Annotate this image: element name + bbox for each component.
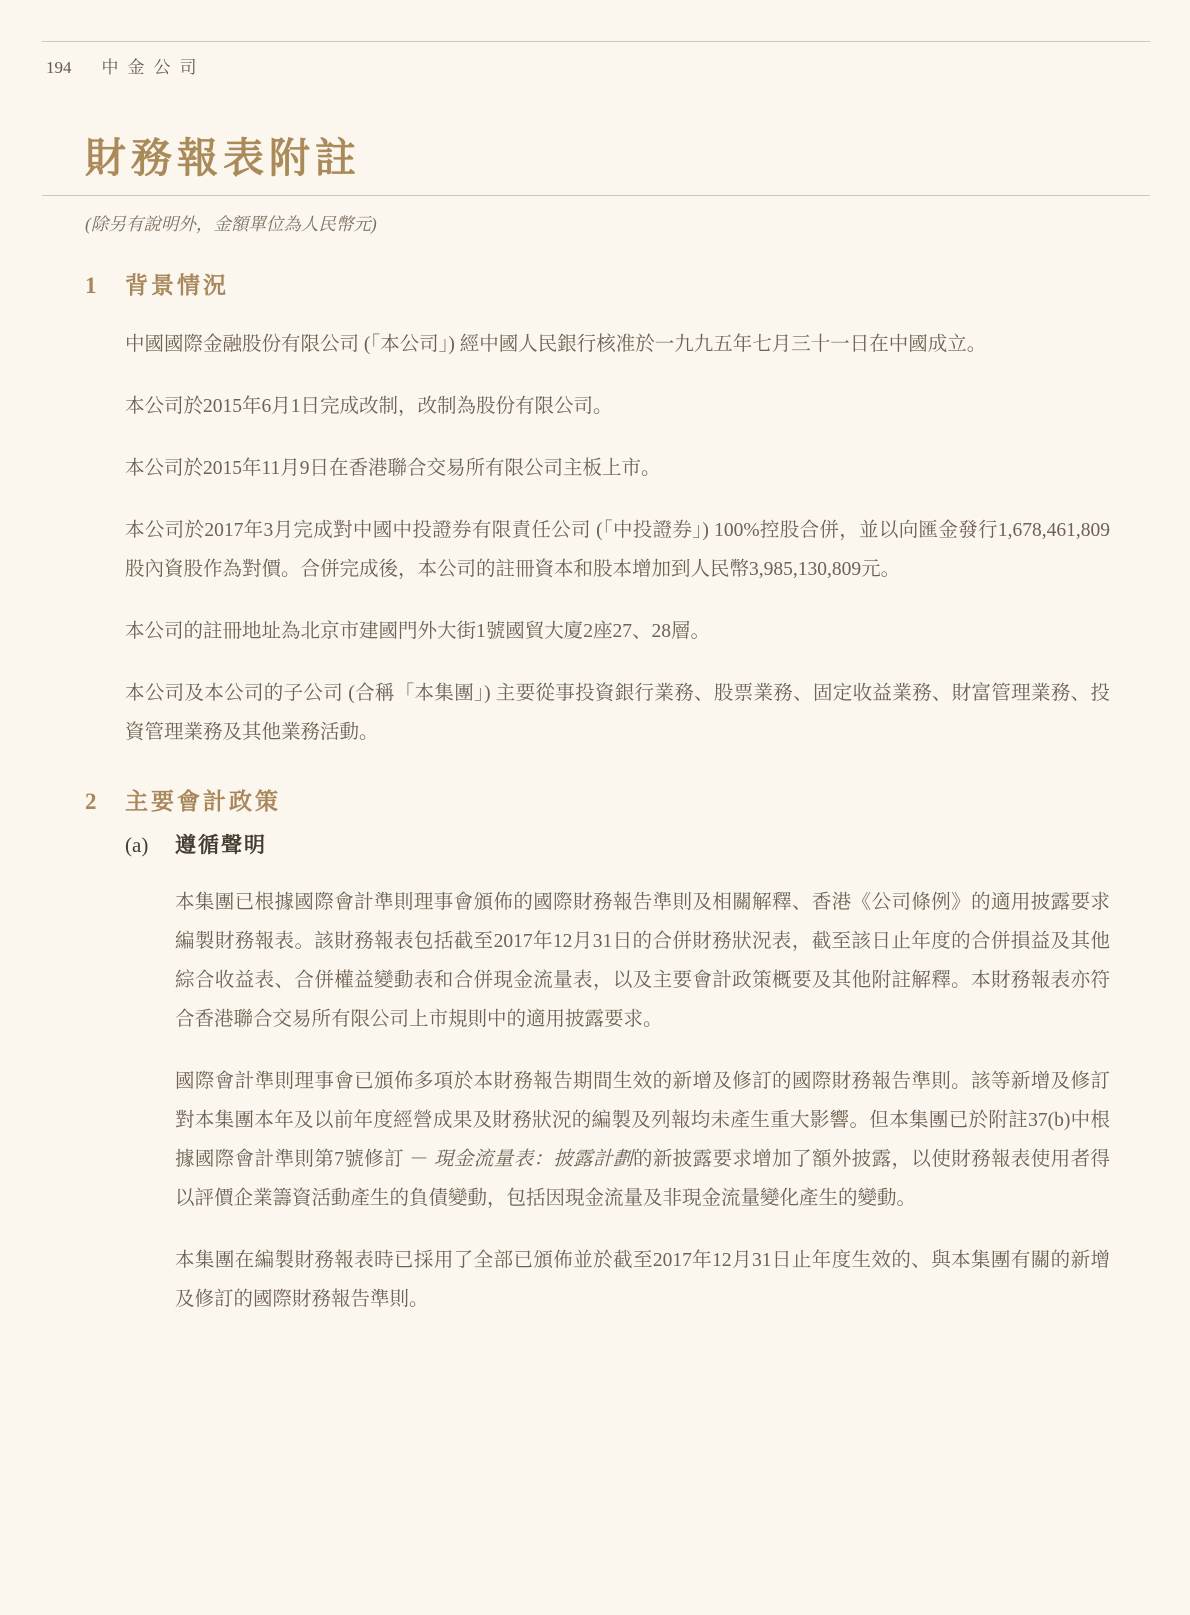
paragraph-segment: 國際會計準則理事會已頒佈多項於本財務報告期間生效的新增及修訂的國際財務報告準則。該等新增及修訂對本集團本年及以前年度經營成果及財務狀況的編製及列報均未產生重大影響。但本集團已於附註37(b)中根據國際會計準則第7號修訂 － [175,1071,1110,1170]
paragraph: 本公司及本公司的子公司 (合稱「本集團」) 主要從事投資銀行業務、股票業務、固定收益業務、財富管理業務、投資管理業務及其他業務活動。 [125,683,1110,743]
paragraph-segment: 的新披露要求增加了額外披露，以使財務報表使用者得以評價企業籌資活動產生的負債變動，包括因現金流量及非現金流量變化產生的變動。 [175,1149,1110,1209]
subsection-a-body [175,883,1110,1319]
running-header-content [46,53,1146,78]
subsection-a-title: 遵循聲明 [175,833,267,857]
paragraph: 本集團已根據國際會計準則理事會頒佈的國際財務報告準則及相關解釋、香港《公司條例》的適用披露要求編製財務報表。該財務報表包括截至2017年12月31日的合併財務狀況表，截至該日止年度的合併損益及其他綜合收益表、合併權益變動表和合併現金流量表，以及主要會計政策概要及其他附註解釋。本財務報表亦符合香港聯合交易所有限公司上市規則中的適用披露要求。 [175,892,1110,1030]
section-1-heading [85,270,1190,302]
company-name: 中金公司 [101,58,206,77]
paragraph: 本公司於2015年6月1日完成改制，改制為股份有限公司。 [125,396,613,417]
section-2-number: 2 [85,789,97,814]
paragraph: 本集團在編製財務報表時已採用了全部已頒佈並於截至2017年12月31日止年度生效的、與本集團有關的新增及修訂的國際財務報告準則。 [175,1250,1110,1310]
section-background [85,270,1190,752]
title-divider [42,195,1150,196]
page-title: 財務報表附註 [85,135,361,181]
paragraph: 本公司於2015年11月9日在香港聯合交易所有限公司主板上市。 [125,458,661,479]
paragraph [175,1062,1110,1218]
subsection-compliance-statement [85,830,1190,1319]
subsection-a-heading [125,830,1190,860]
page-number: 194 [46,58,72,77]
paragraph: 本公司於2017年3月完成對中國中投證券有限責任公司 (「中投證券」) 100%控股合併，並以向匯金發行1,678,461,809股內資股作為對價。合併完成後，本公司的註冊資本和股本增加到人民幣3,985,130,809元。 [125,520,1110,580]
section-1-title: 背景情況 [125,273,229,298]
section-1-number: 1 [85,273,97,298]
section-2-title: 主要會計政策 [125,789,281,814]
section-2-heading [85,786,1190,818]
paragraph-segment-italic: 現金流量表：披露計劃 [434,1149,633,1170]
subsection-a-label: (a) [125,833,149,857]
paragraph: 本公司的註冊地址為北京市建國門外大街1號國貿大廈2座27、28層。 [125,621,711,642]
section-accounting-policies [85,786,1190,1319]
currency-unit-note: (除另有說明外，金額單位為人民幣元) [85,214,377,234]
section-1-body [125,325,1110,752]
paragraph: 中國國際金融股份有限公司 (「本公司」) 經中國人民銀行核准於一九九五年七月三十一日在中國成立。 [125,334,987,355]
running-header [42,41,1150,78]
